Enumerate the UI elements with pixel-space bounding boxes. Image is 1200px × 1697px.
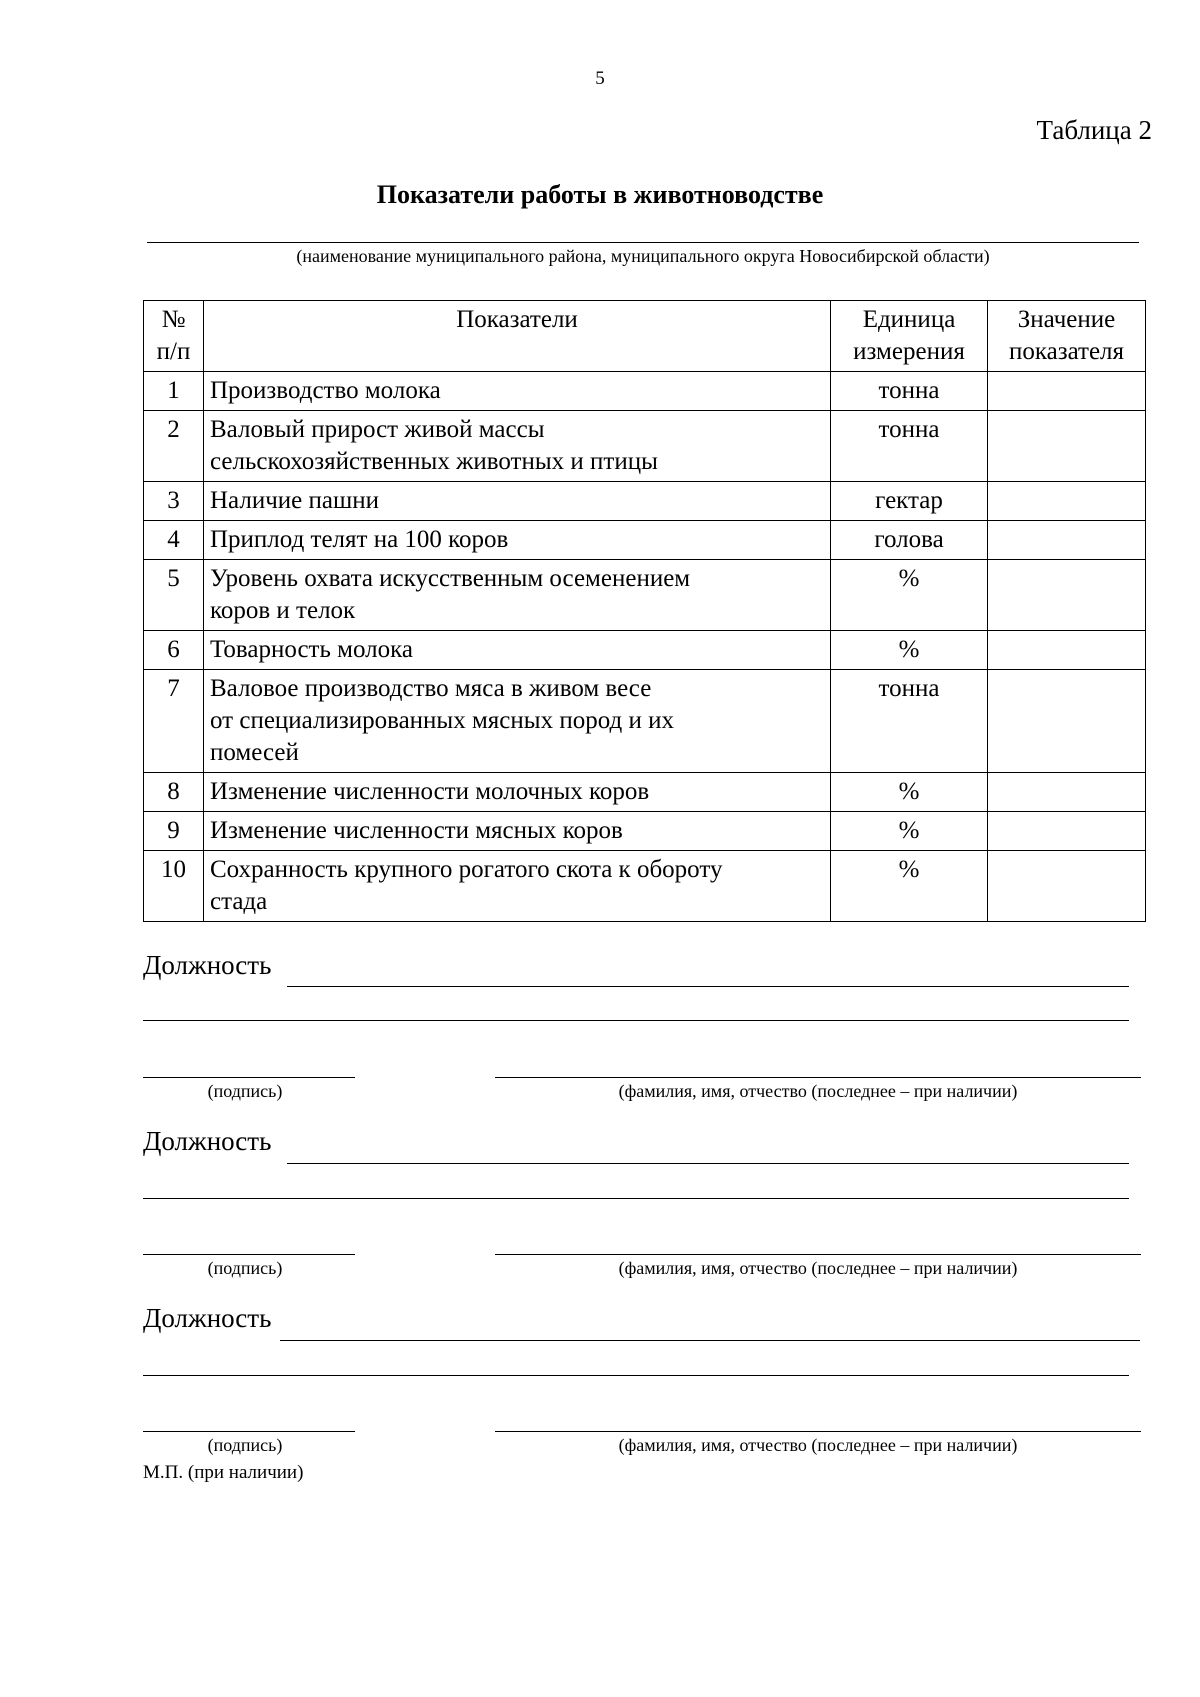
header-num-line1: № xyxy=(161,306,186,333)
signature-caption: (подпись) xyxy=(207,1081,283,1101)
unit-cell: голова xyxy=(831,521,988,560)
municipality-name-line[interactable] xyxy=(147,242,1139,243)
table-row xyxy=(144,482,1146,521)
header-value-line1: Значение xyxy=(1017,306,1116,333)
indicator-cell xyxy=(204,372,831,411)
signature-line[interactable] xyxy=(143,1431,355,1432)
unit-cell: тонна xyxy=(831,372,988,411)
position-line-2[interactable] xyxy=(143,1198,1129,1199)
position-line-2[interactable] xyxy=(143,1375,1129,1376)
full-name-caption: (фамилия, имя, отчество (последнее – при наличии) xyxy=(618,1435,1018,1455)
municipality-name-caption: (наименование муниципального района, муниципального округа Новосибирской области) xyxy=(296,246,990,266)
indicator-cell xyxy=(204,411,831,482)
indicator-cell xyxy=(204,631,831,670)
position-label: Должность xyxy=(143,1126,272,1156)
full-name-caption: (фамилия, имя, отчество (последнее – при наличии) xyxy=(618,1258,1018,1278)
header-value xyxy=(988,301,1146,372)
value-cell[interactable] xyxy=(988,631,1146,670)
table-row xyxy=(144,521,1146,560)
header-num xyxy=(144,301,204,372)
unit-cell: тонна xyxy=(831,411,988,482)
table-row xyxy=(144,631,1146,670)
row-number: 10 xyxy=(144,851,204,922)
position-line[interactable] xyxy=(287,1163,1129,1164)
table-row xyxy=(144,812,1146,851)
row-number: 2 xyxy=(144,411,204,482)
value-cell[interactable] xyxy=(988,521,1146,560)
full-name-line[interactable] xyxy=(495,1077,1141,1078)
indicator-text-line: Изменение численности мясных коров xyxy=(210,817,623,844)
row-number: 1 xyxy=(144,372,204,411)
indicators-table xyxy=(143,300,1146,922)
table-row xyxy=(144,773,1146,812)
table-row xyxy=(144,411,1146,482)
header-unit xyxy=(831,301,988,372)
value-cell[interactable] xyxy=(988,482,1146,521)
header-unit-line2: измерения xyxy=(853,338,965,365)
table-row xyxy=(144,560,1146,631)
position-label: Должность xyxy=(143,950,272,980)
position-line[interactable] xyxy=(280,1340,1140,1341)
unit-cell: % xyxy=(831,560,988,631)
indicator-text-line: от специализированных мясных пород и их xyxy=(210,707,674,734)
indicator-text-line: Изменение численности молочных коров xyxy=(210,778,650,805)
unit-cell: % xyxy=(831,631,988,670)
unit-cell: гектар xyxy=(831,482,988,521)
indicator-text-line: Уровень охвата искусственным осеменением xyxy=(210,565,691,592)
indicator-text-line: коров и телок xyxy=(210,597,356,624)
indicator-cell xyxy=(204,670,831,773)
indicator-text-line: Приплод телят на 100 коров xyxy=(210,526,509,553)
value-cell[interactable] xyxy=(988,372,1146,411)
signature-line[interactable] xyxy=(143,1254,355,1255)
table-row xyxy=(144,372,1146,411)
header-value-line2: показателя xyxy=(1008,338,1125,365)
position-label: Должность xyxy=(143,1303,272,1333)
full-name-line[interactable] xyxy=(495,1431,1141,1432)
header-unit-line1: Единица xyxy=(862,306,956,333)
unit-cell: % xyxy=(831,773,988,812)
value-cell[interactable] xyxy=(988,812,1146,851)
unit-cell: % xyxy=(831,812,988,851)
position-line-2[interactable] xyxy=(143,1020,1129,1021)
full-name-line[interactable] xyxy=(495,1254,1141,1255)
header-indicator: Показатели xyxy=(204,301,831,372)
value-cell[interactable] xyxy=(988,560,1146,631)
row-number: 4 xyxy=(144,521,204,560)
stamp-note: М.П. (при наличии) xyxy=(143,1462,304,1483)
table-row xyxy=(144,670,1146,773)
indicator-text-line: помесей xyxy=(210,739,299,766)
indicator-cell xyxy=(204,812,831,851)
unit-cell: тонна xyxy=(831,670,988,773)
indicator-cell xyxy=(204,851,831,922)
row-number: 7 xyxy=(144,670,204,773)
indicator-text-line: стада xyxy=(210,888,268,915)
row-number: 9 xyxy=(144,812,204,851)
indicator-text-line: сельскохозяйственных животных и птицы xyxy=(210,448,658,475)
table-row xyxy=(144,851,1146,922)
indicator-cell xyxy=(204,482,831,521)
row-number: 6 xyxy=(144,631,204,670)
indicator-text-line: Сохранность крупного рогатого скота к обороту xyxy=(210,856,723,883)
indicator-text-line: Производство молока xyxy=(210,377,441,404)
row-number: 5 xyxy=(144,560,204,631)
indicator-cell xyxy=(204,773,831,812)
signature-caption: (подпись) xyxy=(207,1258,283,1278)
page-number: 5 xyxy=(595,68,605,89)
page-title: Показатели работы в животноводстве xyxy=(376,180,824,209)
indicator-text-line: Наличие пашни xyxy=(210,487,380,514)
value-cell[interactable] xyxy=(988,411,1146,482)
value-cell[interactable] xyxy=(988,670,1146,773)
table-header-row xyxy=(144,301,1146,372)
header-num-line2: п/п xyxy=(156,338,191,365)
signature-caption: (подпись) xyxy=(207,1435,283,1455)
table-label: Таблица 2 xyxy=(1036,115,1152,145)
signature-line[interactable] xyxy=(143,1077,355,1078)
indicator-text-line: Валовое производство мяса в живом весе xyxy=(210,675,652,702)
indicator-text-line: Товарность молока xyxy=(210,636,413,663)
row-number: 8 xyxy=(144,773,204,812)
position-line[interactable] xyxy=(287,986,1129,987)
indicator-text-line: Валовый прирост живой массы xyxy=(210,416,545,443)
indicator-cell xyxy=(204,560,831,631)
value-cell[interactable] xyxy=(988,851,1146,922)
full-name-caption: (фамилия, имя, отчество (последнее – при наличии) xyxy=(618,1081,1018,1101)
value-cell[interactable] xyxy=(988,773,1146,812)
row-number: 3 xyxy=(144,482,204,521)
unit-cell: % xyxy=(831,851,988,922)
indicator-cell xyxy=(204,521,831,560)
